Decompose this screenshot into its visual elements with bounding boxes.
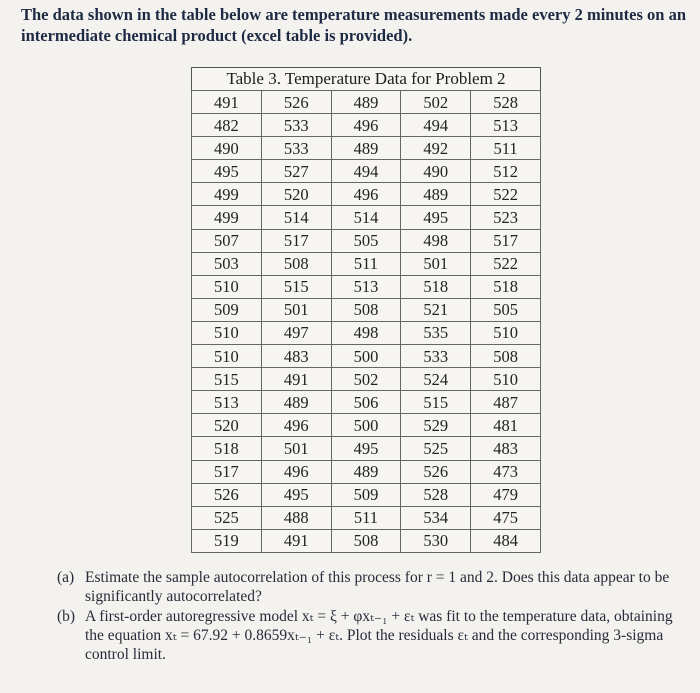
table-cell: 500 — [331, 345, 401, 368]
table-cell: 498 — [401, 229, 471, 252]
table-cell: 491 — [261, 529, 331, 552]
table-cell: 511 — [331, 252, 401, 275]
table-cell: 526 — [401, 460, 471, 483]
table-cell: 525 — [192, 506, 262, 529]
table-cell: 505 — [471, 298, 541, 321]
table-row — [192, 368, 541, 391]
table-cell: 529 — [401, 414, 471, 437]
table-row — [192, 345, 541, 368]
table-cell: 487 — [471, 391, 541, 414]
problem-intro: The data shown in the table below are temperature measurements made every 2 minutes on an intermediate chemical product (excel table is provided). — [21, 5, 686, 45]
table-row — [192, 506, 541, 529]
table-cell: 475 — [471, 506, 541, 529]
table-cell: 513 — [471, 114, 541, 137]
table-cell: 494 — [401, 114, 471, 137]
table-cell: 527 — [261, 160, 331, 183]
table-cell: 528 — [471, 91, 541, 114]
table-cell: 526 — [192, 483, 262, 506]
table-cell: 496 — [331, 114, 401, 137]
table-cell: 522 — [471, 252, 541, 275]
table-cell: 502 — [401, 91, 471, 114]
table-cell: 508 — [331, 529, 401, 552]
table-cell: 524 — [401, 368, 471, 391]
table-cell: 503 — [192, 252, 262, 275]
table-row — [192, 183, 541, 206]
question-a — [57, 568, 689, 606]
table-cell: 495 — [331, 437, 401, 460]
table-cell: 513 — [192, 391, 262, 414]
table-cell: 483 — [261, 345, 331, 368]
table-cell: 510 — [192, 275, 262, 298]
temperature-table — [191, 67, 541, 553]
table-cell: 502 — [331, 368, 401, 391]
table-cell: 526 — [261, 91, 331, 114]
table-cell: 489 — [401, 183, 471, 206]
table-cell: 483 — [471, 437, 541, 460]
table-row — [192, 321, 541, 344]
table-row — [192, 460, 541, 483]
table-cell: 489 — [331, 91, 401, 114]
table-cell: 507 — [192, 229, 262, 252]
table-cell: 509 — [331, 483, 401, 506]
table-cell: 517 — [261, 229, 331, 252]
table-cell: 489 — [331, 137, 401, 160]
table-cell: 525 — [401, 437, 471, 460]
table-cell: 518 — [471, 275, 541, 298]
table-caption: Table 3. Temperature Data for Problem 2 — [191, 67, 541, 90]
table-cell: 496 — [261, 414, 331, 437]
table-row — [192, 391, 541, 414]
table-cell: 500 — [331, 414, 401, 437]
table-cell: 499 — [192, 183, 262, 206]
table-row — [192, 298, 541, 321]
table-cell: 519 — [192, 529, 262, 552]
table-cell: 514 — [261, 206, 331, 229]
table-row — [192, 275, 541, 298]
table-cell: 473 — [471, 460, 541, 483]
question-label: (b) — [57, 608, 76, 625]
temperature-data-grid — [191, 90, 541, 553]
table-row — [192, 414, 541, 437]
table-cell: 511 — [331, 506, 401, 529]
table-cell: 510 — [471, 321, 541, 344]
table-cell: 501 — [261, 437, 331, 460]
table-cell: 496 — [331, 183, 401, 206]
table-cell: 523 — [471, 206, 541, 229]
table-row — [192, 91, 541, 114]
table-cell: 534 — [401, 506, 471, 529]
table-cell: 488 — [261, 506, 331, 529]
table-cell: 510 — [471, 368, 541, 391]
table-cell: 495 — [192, 160, 262, 183]
table-cell: 510 — [192, 345, 262, 368]
table-cell: 508 — [331, 298, 401, 321]
table-cell: 482 — [192, 114, 262, 137]
table-cell: 497 — [261, 321, 331, 344]
table-cell: 508 — [261, 252, 331, 275]
table-cell: 509 — [192, 298, 262, 321]
table-row — [192, 252, 541, 275]
table-cell: 508 — [471, 345, 541, 368]
table-cell: 505 — [331, 229, 401, 252]
table-cell: 481 — [471, 414, 541, 437]
table-cell: 510 — [192, 321, 262, 344]
table-cell: 515 — [261, 275, 331, 298]
table-cell: 484 — [471, 529, 541, 552]
table-cell: 514 — [331, 206, 401, 229]
question-list — [57, 568, 689, 664]
table-cell: 533 — [261, 114, 331, 137]
table-cell: 520 — [192, 414, 262, 437]
question-text: Estimate the sample autocorrelation of this process for r = 1 and 2. Does this data appear to be significantly autocorrelated? — [85, 569, 670, 605]
table-cell: 522 — [471, 183, 541, 206]
question-text: A first-order autoregressive model xₜ = ξ + φxₜ₋₁ + εₜ was fit to the temperature data, obtaining the equation xₜ = 67.92 + 0.8659xₜ₋₁ + εₜ. Plot the residuals εₜ and the corresponding 3-sigma control limit. — [85, 608, 673, 663]
table-cell: 506 — [331, 391, 401, 414]
table-cell: 501 — [401, 252, 471, 275]
table-row — [192, 137, 541, 160]
table-cell: 490 — [192, 137, 262, 160]
table-row — [192, 437, 541, 460]
table-cell: 518 — [401, 275, 471, 298]
table-cell: 530 — [401, 529, 471, 552]
table-cell: 517 — [471, 229, 541, 252]
table-cell: 496 — [261, 460, 331, 483]
table-cell: 489 — [261, 391, 331, 414]
table-row — [192, 529, 541, 552]
question-label: (a) — [57, 569, 75, 586]
table-cell: 492 — [401, 137, 471, 160]
table-cell: 499 — [192, 206, 262, 229]
table-row — [192, 206, 541, 229]
table-cell: 511 — [471, 137, 541, 160]
table-cell: 501 — [261, 298, 331, 321]
table-cell: 533 — [401, 345, 471, 368]
table-cell: 521 — [401, 298, 471, 321]
table-cell: 495 — [261, 483, 331, 506]
table-cell: 533 — [261, 137, 331, 160]
table-cell: 490 — [401, 160, 471, 183]
table-row — [192, 229, 541, 252]
table-cell: 515 — [401, 391, 471, 414]
table-cell: 489 — [331, 460, 401, 483]
table-cell: 515 — [192, 368, 262, 391]
table-cell: 528 — [401, 483, 471, 506]
table-cell: 535 — [401, 321, 471, 344]
table-cell: 512 — [471, 160, 541, 183]
table-cell: 491 — [261, 368, 331, 391]
table-cell: 513 — [331, 275, 401, 298]
table-row — [192, 483, 541, 506]
table-cell: 518 — [192, 437, 262, 460]
table-cell: 479 — [471, 483, 541, 506]
question-b — [57, 607, 689, 664]
table-cell: 517 — [192, 460, 262, 483]
table-cell: 520 — [261, 183, 331, 206]
table-row — [192, 114, 541, 137]
table-cell: 494 — [331, 160, 401, 183]
table-cell: 491 — [192, 91, 262, 114]
table-cell: 498 — [331, 321, 401, 344]
table-cell: 495 — [401, 206, 471, 229]
table-row — [192, 160, 541, 183]
